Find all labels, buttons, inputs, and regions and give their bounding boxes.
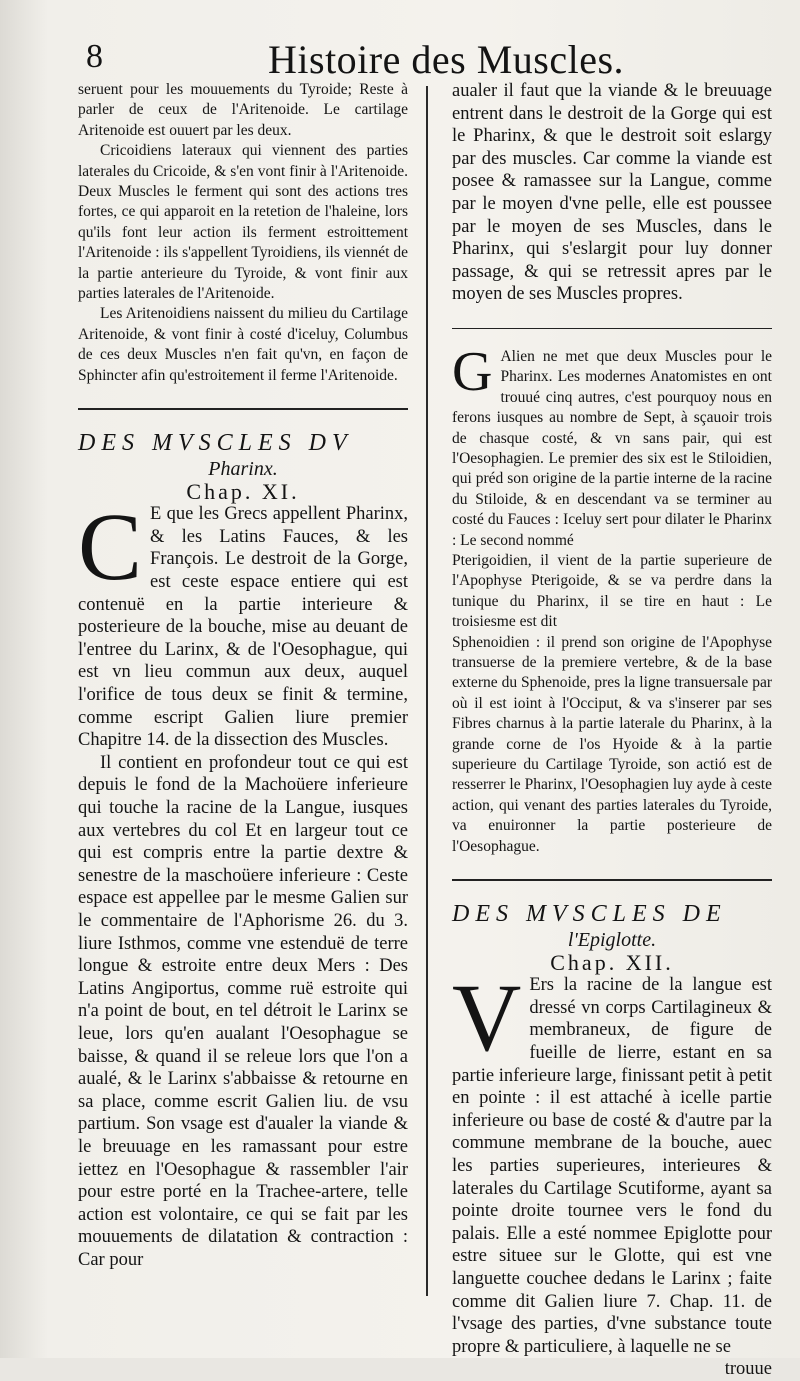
right-para-5: [452, 964, 772, 1358]
section-rule: [78, 408, 408, 410]
right-para-5-text: Ers la racine de la langue est dressé vn corps Cartilagineux & membraneux, de figure de fueille de lierre, estant en sa partie inferieure large, finissant petit à petit en pointe : il est attaché à icelle partie inferieure ou base de costé & d'autre par la commune membrane de la bouche, auec les parties superieures, interieures & laterales du Cartilage Scutiforme, ayant sa pointe droite tournee vers le fond du palais. Elle a esté nommee Epiglotte pour estre situee sur le Glotte, qui est vne languette couchee dedans le Larinx ; faite comme dit Galien liure 7. Chap. 11. de l'vsage des parties, d'vne substance toute propre & particuliere, à laquelle ne se: [452, 975, 772, 1357]
left-para-1: seruent pour les mouuements du Tyroide; Reste à parler de ceux de l'Aritenoide. Le cartilage Aritenoide est ouuert par les deux.: [78, 81, 408, 139]
left-para-3: Les Aritenoidiens naissent du milieu du Cartilage Aritenoide, & vont finir à costé d'iceluy, Columbus de ces deux Muscles n'en fait qu'vn, en façon de Sphincter afin qu'estroitement il ferme l'Aritenoide.: [78, 305, 408, 384]
drop-cap-g: G: [452, 340, 493, 403]
left-para-2: Cricoidiens lateraux qui viennent des parties laterales du Cricoide, & s'en vont finir à l'Aritenoide. Deux Muscles le ferment qui sont des actions tres fortes, ce qui apparoit en la retetion de l'haleine, lors qu'ils font leur action ils ferment estroittement l'Aritenoide : ils s'appellent Tyroidiens, ils viennét de la partie anterieure du Tyroide, & vont finir aux parties laterales de l'Aritenoide.: [78, 142, 408, 303]
drop-cap-v: V: [452, 964, 522, 1072]
section-title-epiglotte: DES MVSCLES DE: [452, 901, 727, 928]
section-rule-2: [452, 879, 772, 881]
right-column: [452, 80, 772, 1380]
catchword: trouue: [724, 1359, 772, 1380]
right-para-2: [452, 340, 772, 551]
right-para-3: Pterigoidien, il vient de la partie superieure de l'Apophyse Pterigoide, & se va perdre dans la tunique du Pharinx, il se tire en haut : Le troisiesme est dit: [452, 552, 772, 631]
running-title: Histoire des Muscles.: [268, 37, 625, 82]
left-para-5: Il contient en profondeur tout ce qui est depuis le fond de la Machoüere inferieure qui touche la racine de la Langue, iusques aux vertebres du col Et en largeur tout ce qui est compris entre la partie dextre & senestre de la maschoüere inferieure : Ceste espace est appellee par le mesme Galien sur le commentaire de l'Aphorisme 26. du 3. liure Isthmos, comme vne estenduë de terre longue & estroite entre deux Mers : Des Latins Angiportus, comme ruë estroite qui n'a point de bout, en tel détroit le Larinx se leue, lors qu'en aualant l'Oesophague se baisse, & quand il se releue lors que l'on a aualé, & le Larinx s'abbaisse & retourne en sa place, comme escrit Galien liu. de vsu partium. Son vsage est d'aualer la viande & le breuuage en les ramassant pour estre iettez en l'Oesophague & rassembler l'air pour estre porté en la Trachee-artere, telle action est volontaire, ce qui se fait par les mouuements de dilatation & contraction : Car pour: [78, 752, 408, 1270]
column-divider: [426, 86, 428, 1296]
section-subtitle-pharinx: Pharinx.: [208, 458, 278, 481]
left-para-4: [78, 493, 408, 752]
right-para-4: Sphenoidien : il prend son origine de l'Apophyse transuerse de la premiere vertebre, & de la base externe du Sphenoide, pres la ligne transuersale par où il est ioint à l'Occiput, & va s'inserer par ses Fibres charnus à la partie laterale du Pharinx, à la grande corne de l'os Hyoide & à la partie superieure du Cartilage Tyroide, son actió est de resserrer le Pharinx, l'Oesophagien luy ayde à ceste action, qui venant des parties laterales du Tyroide, va enuironner la partie posterieure de l'Oesophague.: [452, 633, 772, 855]
right-rule-1: [452, 328, 772, 329]
left-para-4-text: E que les Grecs appellent Pharinx, & les Latins Fauces, & les François. Le destroit de la Gorge, est ceste espace entiere qui est contenuë en la partie interieure & posterieure de la bouche, mise au deuant de l'entree du Larinx, & de l'Oesophague, qui est vn lieu commun aux deux, auquel l'orifice de tous deux se finit & termine, comme escript Galien liure premier Chapitre 14. de la dissection des Muscles.: [78, 504, 408, 751]
drop-cap-c: C: [78, 493, 143, 601]
right-para-2-text: Alien ne met que deux Muscles pour le Pharinx. Les modernes Anatomistes en ont trouué cinq autres, c'est pourquoy nous en ferons iusques au nombre de Sept, à sçauoir trois de chasque costé, & vn sans pair, qui est l'Oesophagien. Le premier des six est le Stiloidien, qui préd son origine de la partie interne de la racine du Stiloide, & en descendant va se terminer au costé du Fauces : Iceluy sert pour dilater le Pharinx : Le second nommé: [452, 347, 772, 549]
chapter-heading-xii: Chap. XII.: [550, 949, 674, 975]
chapter-heading-xi: Chap. XI.: [186, 478, 300, 504]
section-subtitle-epiglotte: l'Epiglotte.: [567, 929, 657, 952]
page-number: 8: [86, 38, 103, 75]
right-para-1: aualer il faut que la viande & le breuuage entrent dans le destroit de la Gorge qui est le Pharinx, & que le destroit soit eslargy par des muscles. Car comme la viande est posee & ramassee sur la Langue, comme par le moyen d'vne pelle, elle est poussee par le moyen de ses Muscles, dans le Pharinx, qui s'eslargit pour luy donner passage, & qui se retressit apres par le moyen de ses Muscles propres.: [452, 81, 772, 305]
left-column: [78, 80, 408, 1328]
section-title-pharinx: DES MVSCLES DV: [78, 430, 353, 457]
